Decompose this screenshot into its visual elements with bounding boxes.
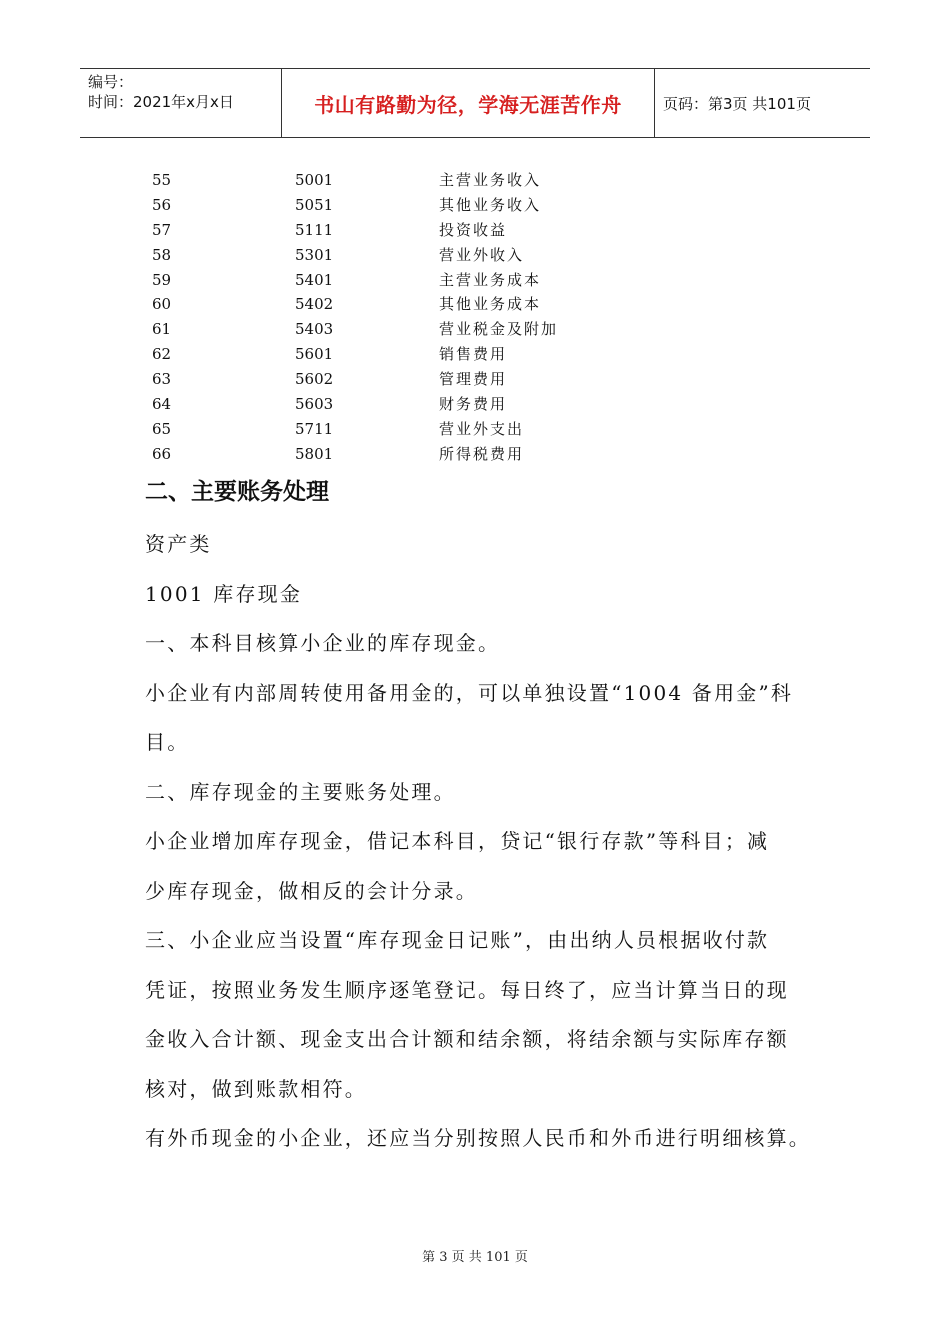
page-footer: 第 3 页 共 101 页 (422, 1250, 528, 1265)
row-number: 58 (152, 245, 172, 264)
account-name: 主营业务收入 (439, 171, 542, 189)
account-name: 所得税费用 (439, 444, 525, 463)
body-line: 核对，做到账款相符。 (145, 1076, 367, 1101)
header-meta (80, 69, 282, 137)
header-page-cell (655, 69, 870, 137)
section-heading: 二、主要账务处理 (145, 478, 329, 505)
body-line: 三、小企业应当设置“库存现金日记账”，由出纳人员根据收付款 (145, 928, 770, 952)
body-line: 小企业有内部周转使用备用金的，可以单独设置“1004 备用金”科 (145, 680, 794, 705)
account-name: 财务费用 (439, 395, 508, 414)
row-number: 60 (152, 295, 172, 314)
row-number: 55 (152, 171, 172, 189)
main-content (145, 472, 815, 1164)
row-number: 63 (152, 370, 172, 389)
row-number: 56 (152, 195, 172, 214)
body-line: 资产类 (145, 532, 212, 556)
body-line: 1001 库存现金 (145, 581, 303, 606)
document-time-label: 时间：2021年x月x日 (88, 93, 234, 111)
account-name: 其他业务成本 (439, 295, 542, 314)
account-name: 营业税金及附加 (439, 320, 559, 339)
account-name: 其他业务收入 (439, 195, 542, 214)
body-line: 有外币现金的小企业，还应当分别按照人民币和外币进行明细核算。 (145, 1126, 811, 1150)
header-motto: 书山有路勤为径，学海无涯苦作舟 (314, 92, 622, 117)
account-code: 5111 (295, 220, 334, 239)
account-code: 5801 (295, 444, 334, 463)
account-code: 5001 (295, 171, 334, 189)
account-code: 5051 (295, 195, 334, 214)
row-number: 59 (152, 270, 172, 289)
account-code: 5301 (295, 245, 334, 264)
header-page-info: 页码：第3页 共101页 (663, 94, 811, 113)
row-number: 62 (152, 345, 172, 364)
account-name: 销售费用 (439, 345, 508, 364)
body-line: 凭证，按照业务发生顺序逐笔登记。每日终了，应当计算当日的现 (145, 977, 789, 1002)
body-line: 金收入合计额、现金支出合计额和结余额，将结余额与实际库存额 (145, 1027, 789, 1051)
body-line: 一、本科目核算小企业的库存现金。 (145, 631, 501, 655)
account-name: 营业外支出 (439, 419, 525, 438)
body-line: 二、库存现金的主要账务处理。 (145, 779, 456, 804)
account-code: 5711 (295, 419, 334, 438)
account-name: 主营业务成本 (439, 270, 542, 289)
account-code: 5401 (295, 270, 334, 289)
account-code: 5403 (295, 320, 334, 339)
account-name: 管理费用 (439, 370, 508, 389)
header-motto-cell (282, 69, 655, 137)
account-code: 5603 (295, 395, 334, 414)
account-code: 5602 (295, 370, 334, 389)
document-number-label: 编号： (88, 73, 134, 91)
account-name: 营业外收入 (439, 245, 525, 264)
row-number: 65 (152, 419, 172, 438)
row-number: 66 (152, 444, 172, 463)
account-name: 投资收益 (439, 220, 508, 239)
body-line: 目。 (145, 730, 190, 754)
row-number: 61 (152, 320, 172, 339)
row-number: 57 (152, 220, 172, 239)
section-body (145, 520, 815, 1164)
body-line: 少库存现金，做相反的会计分录。 (145, 878, 478, 903)
row-number: 64 (152, 395, 172, 414)
page-header (80, 68, 870, 138)
account-code: 5601 (295, 345, 334, 364)
body-line: 小企业增加库存现金，借记本科目，贷记“银行存款”等科目；减 (145, 829, 770, 853)
account-code: 5402 (295, 295, 334, 314)
